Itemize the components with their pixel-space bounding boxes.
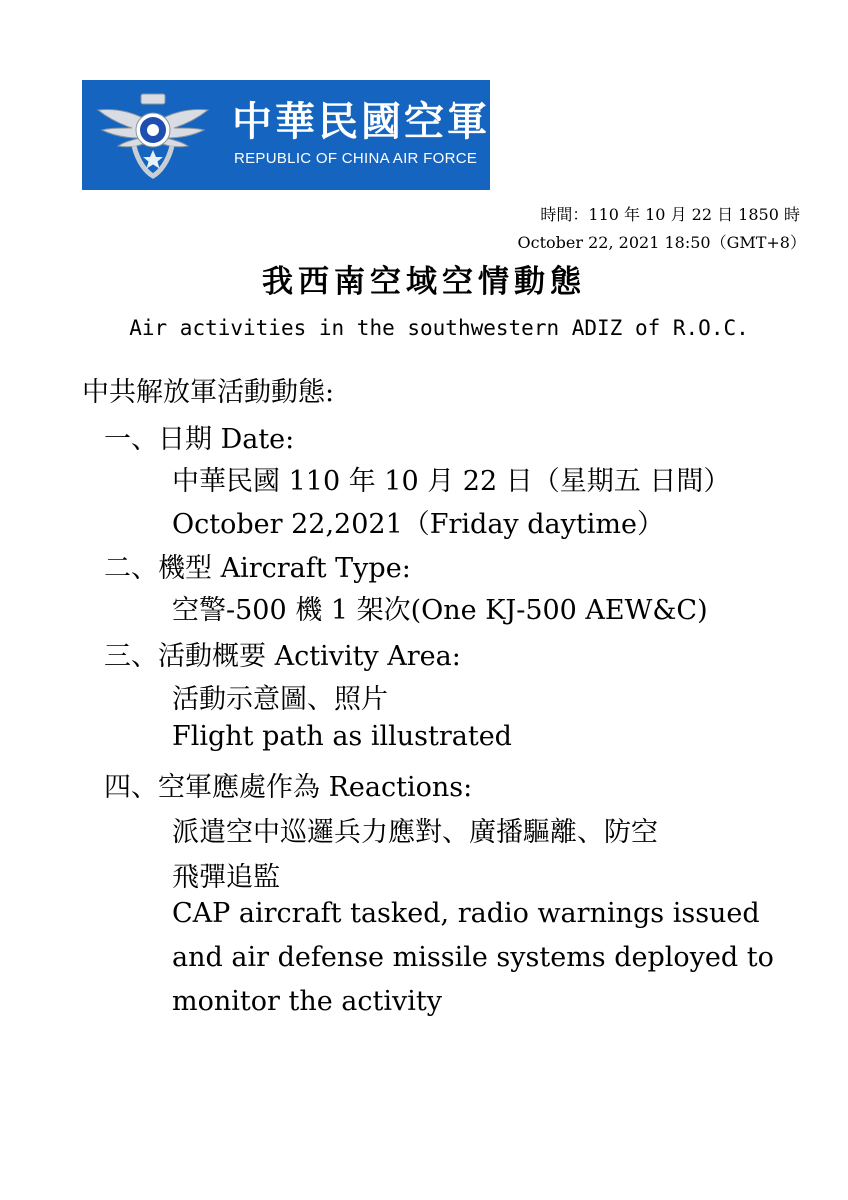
section-activity-area <box>104 634 461 673</box>
section-marker: 四、 <box>104 772 158 803</box>
air-force-emblem-icon <box>94 88 212 182</box>
section-heading: 中共解放軍活動動態: <box>82 377 335 408</box>
section-label: 活動概要 Activity Area: <box>158 641 461 672</box>
section-label: 日期 Date: <box>158 424 295 455</box>
section-marker: 二、 <box>104 553 158 584</box>
section-reactions <box>104 765 472 804</box>
reactions-line-english-2: and air defense missile systems deployed to <box>172 942 774 973</box>
aircraft-line: 空警-500 機 1 架次(One KJ-500 AEW&C) <box>172 595 708 626</box>
section-date <box>104 417 294 456</box>
activity-line-english: Flight path as illustrated <box>172 721 512 752</box>
timestamp-english: October 22, 2021 18:50（GMT+8） <box>517 233 806 252</box>
timestamp-chinese: 時間：110 年 10 月 22 日 1850 時 <box>540 205 800 224</box>
org-name-english: REPUBLIC OF CHINA AIR FORCE <box>234 150 478 167</box>
section-marker: 一、 <box>104 424 158 455</box>
section-label: 機型 Aircraft Type: <box>158 553 411 584</box>
section-label: 空軍應處作為 Reactions: <box>158 772 473 803</box>
page-title-chinese: 我西南空域空情動態 <box>262 264 586 300</box>
activity-line-chinese: 活動示意圖、照片 <box>172 684 388 715</box>
date-line-english: October 22,2021（Friday daytime） <box>172 509 664 540</box>
date-line-chinese: 中華民國 110 年 10 月 22 日（星期五 日間） <box>172 466 731 497</box>
air-force-banner <box>82 80 490 190</box>
org-name-chinese: 中華民國空軍 <box>232 99 490 145</box>
section-marker: 三、 <box>104 641 158 672</box>
reactions-line-chinese-1: 派遣空中巡邏兵力應對、廣播驅離、防空 <box>172 817 658 848</box>
section-aircraft-type <box>104 546 411 585</box>
reactions-line-english-3: monitor the activity <box>172 986 442 1017</box>
reactions-line-chinese-2: 飛彈追監 <box>172 862 280 893</box>
page-title-english: Air activities in the southwestern ADIZ of R.O.C. <box>129 316 749 340</box>
reactions-line-english-1: CAP aircraft tasked, radio warnings issued <box>172 898 760 929</box>
